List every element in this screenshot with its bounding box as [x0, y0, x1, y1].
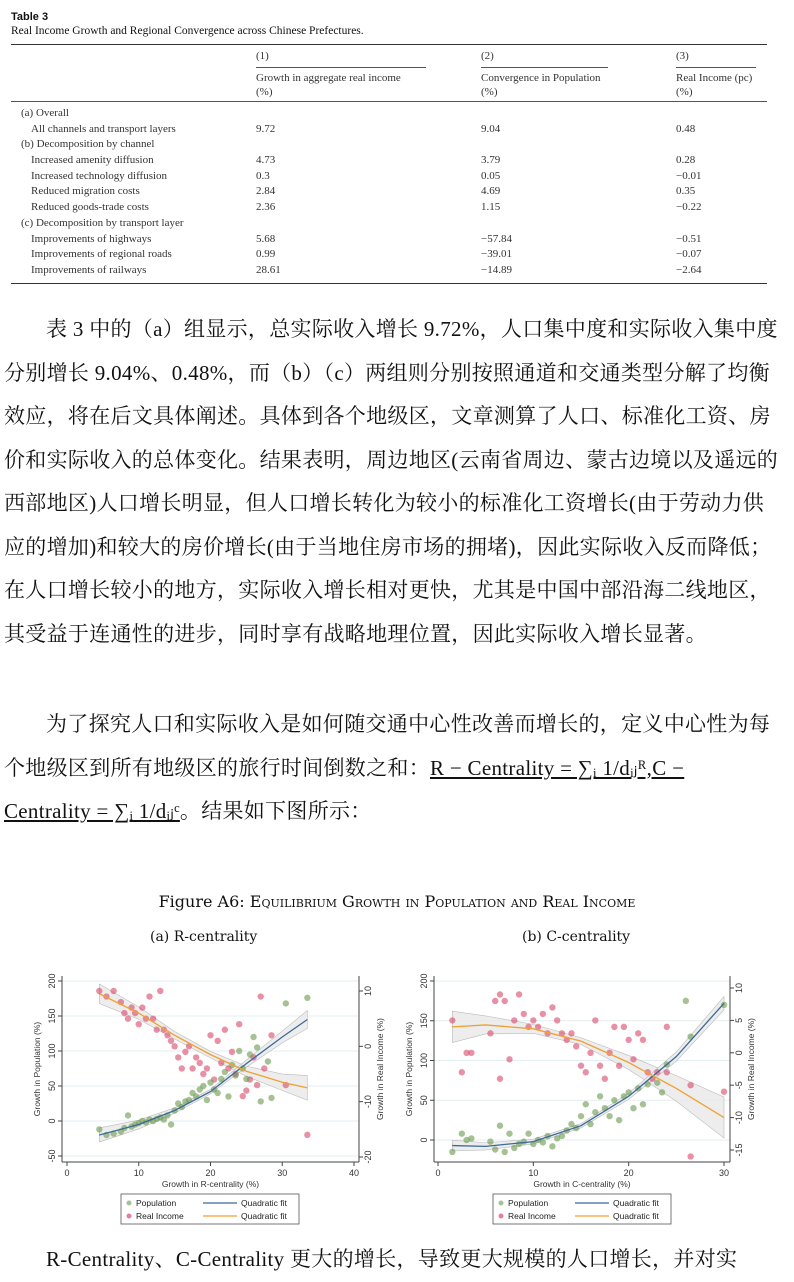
population-point — [506, 1130, 512, 1136]
population-point — [96, 1126, 102, 1132]
c-centrality-formula: Centrality = ∑ᵢ 1/dᵢⱼᶜ — [4, 799, 180, 823]
svg-text:-10: -10 — [363, 1095, 373, 1109]
real-income-point — [153, 1027, 159, 1033]
figure-title: Figure A6: Equilibrium Growth in Population and Real Income — [158, 892, 636, 911]
svg-text:Real Income: Real Income — [136, 1211, 184, 1221]
table-row: Improvements of railways 28.61 −14.89 −2.64 — [11, 263, 767, 279]
real-income-point — [687, 1082, 693, 1088]
real-income-point — [214, 1038, 220, 1044]
r-centrality-formula: R − Centrality = ∑ᵢ 1/dᵢⱼᴿ,C − — [430, 755, 685, 780]
population-point — [578, 1113, 584, 1119]
real-income-point — [516, 991, 522, 997]
population-point — [283, 1000, 289, 1006]
real-income-point — [222, 1027, 228, 1033]
real-income-point — [136, 1021, 142, 1027]
real-income-point — [139, 1004, 145, 1010]
population-point — [659, 1089, 665, 1095]
real-income-point — [157, 988, 163, 994]
svg-text:Real Income: Real Income — [508, 1211, 556, 1221]
population-point — [559, 1133, 565, 1139]
population-point — [247, 1051, 253, 1057]
svg-text:Quadratic fit: Quadratic fit — [241, 1198, 287, 1208]
real-income-point — [664, 1069, 670, 1075]
real-income-point — [583, 1069, 589, 1075]
table-group-row: (b) Decomposition by channel — [21, 138, 155, 151]
population-point — [200, 1083, 206, 1089]
table-cell: 0.3 — [256, 169, 270, 182]
svg-text:0: 0 — [435, 1168, 441, 1178]
real-income-point — [204, 1065, 210, 1071]
svg-text:150: 150 — [47, 1008, 57, 1024]
svg-text:200: 200 — [47, 973, 57, 989]
population-point — [449, 1149, 455, 1155]
population-point — [492, 1146, 498, 1152]
real-income-point — [597, 1063, 603, 1069]
real-income-point — [573, 1043, 579, 1049]
column-header-3: (3) Real Income (pc) (%) — [676, 49, 756, 99]
table-cell: 0.48 — [676, 122, 696, 135]
population-point — [525, 1130, 531, 1136]
table-cell: 4.73 — [256, 154, 276, 167]
svg-text:200: 200 — [419, 973, 429, 989]
table-caption: Real Income Growth and Regional Convergence across Chinese Prefectures. — [11, 25, 364, 37]
table-header — [11, 45, 767, 101]
table-cell: 1.15 — [481, 201, 501, 214]
table-cell: 0.99 — [256, 248, 276, 261]
population-point — [254, 1044, 260, 1050]
paragraph-table-summary: 表 3 中的（a）组显示，总实际收入增长 9.72%，人口集中度和实际收入集中度分别增长 9.04%、0.48%，而（b）（c）两组则分别按照通道和交通类型分解了均衡效应，将在后文具体阐述。具体到各个地级区，文章测算了人口、标准化工资、房价和实际收入的总体变化。结果表明，周边地区(云南省周边、蒙古边境以及遥远的西部地区)人口增长明显，但人口增长转化为较小的标准化工资增长(由于劳动力供应的增加)和较大的房价增长(由于当地住房市场的拥堵)，因此实际收入反而降低；在人口增长较小的地方，实际收入增长相对更快，尤其是中国中部沿海二线地区，其受益于连通性的进步，同时享有战略地理位置，因此实际收入增长显著。 — [4, 317, 779, 646]
real-income-point — [268, 1032, 274, 1038]
svg-text:5: 5 — [734, 1017, 744, 1023]
results-table — [11, 10, 767, 284]
column-header-2: (2) Convergence in Population (%) — [481, 49, 608, 99]
svg-text:0: 0 — [47, 1118, 57, 1124]
table-cell: 0.28 — [676, 154, 696, 167]
table-cell: 9.04 — [481, 122, 501, 135]
svg-text:50: 50 — [47, 1080, 57, 1092]
table-cell: −39.01 — [481, 248, 512, 261]
real-income-point — [611, 1024, 617, 1030]
real-income-point — [492, 998, 498, 1004]
table-cell: 2.36 — [256, 201, 276, 214]
table-row: Reduced goods-trade costs 2.36 1.15 −0.22 — [11, 200, 767, 216]
svg-text:100: 100 — [47, 1043, 57, 1059]
population-point — [258, 1098, 264, 1104]
population-point — [468, 1135, 474, 1141]
svg-text:0: 0 — [64, 1168, 70, 1178]
real-income-point — [578, 1063, 584, 1069]
y2-axis-label: Growth in Real Income (%) — [746, 1017, 756, 1121]
table-cell: −14.89 — [481, 263, 512, 276]
x-axis-label: Growth in C-centrality (%) — [533, 1179, 631, 1189]
population-point — [654, 1080, 660, 1086]
real-income-point — [568, 1030, 574, 1036]
chart-r-centrality — [0, 960, 400, 1230]
svg-text:20: 20 — [623, 1168, 634, 1178]
real-income-point — [625, 1037, 631, 1043]
svg-text:40: 40 — [348, 1168, 360, 1178]
real-income-point — [530, 1017, 536, 1023]
real-income-point — [164, 1032, 170, 1038]
table-row: Improvements of highways 5.68 −57.84 −0.51 — [11, 232, 767, 248]
svg-text:20: 20 — [205, 1168, 216, 1178]
population-point — [268, 1095, 274, 1101]
table-cell: 9.72 — [256, 122, 276, 135]
population-point — [502, 1149, 508, 1155]
real-income-point — [587, 1050, 593, 1056]
real-income-point — [721, 1088, 727, 1094]
population-point — [304, 995, 310, 1001]
table-group-row: (a) Overall — [21, 107, 69, 119]
real-income-point — [261, 1065, 267, 1071]
population-point — [497, 1122, 503, 1128]
svg-text:Population: Population — [508, 1198, 549, 1208]
real-income-point — [110, 988, 116, 994]
real-income-point — [229, 1049, 235, 1055]
real-income-point — [449, 1017, 455, 1023]
real-income-point — [125, 1015, 131, 1021]
paragraph-conclusion: R-Centrality、C-Centrality 更大的增长，导致更大规模的人口增长，并对实 — [46, 1247, 738, 1271]
population-point — [597, 1093, 603, 1099]
svg-text:30: 30 — [718, 1168, 730, 1178]
x-axis-label: Growth in R-centrality (%) — [161, 1179, 260, 1189]
table-cell: −2.64 — [676, 263, 702, 276]
real-income-point — [511, 1017, 517, 1023]
real-income-point — [179, 1065, 185, 1071]
real-income-point — [640, 1037, 646, 1043]
y-axis-label: Growth in Population (%) — [32, 1021, 42, 1117]
population-point — [549, 1143, 555, 1149]
population-point — [592, 1109, 598, 1115]
svg-text:0: 0 — [734, 1050, 744, 1056]
population-point — [616, 1117, 622, 1123]
table-group-row: (c) Decomposition by transport layer — [21, 216, 184, 229]
real-income-point — [592, 1017, 598, 1023]
real-income-point — [207, 1032, 213, 1038]
table-body — [11, 102, 767, 279]
svg-text:10: 10 — [528, 1168, 539, 1178]
table-cell: 0.35 — [676, 185, 696, 198]
chart-c-centrality — [395, 960, 794, 1230]
population-point — [459, 1130, 465, 1136]
svg-text:-15: -15 — [734, 1143, 744, 1157]
svg-text:10: 10 — [133, 1168, 144, 1178]
table-cell: 3.79 — [481, 154, 501, 167]
population-point — [640, 1101, 646, 1107]
real-income-point — [487, 1030, 493, 1036]
real-income-point — [497, 1076, 503, 1082]
real-income-point — [168, 1038, 174, 1044]
svg-text:30: 30 — [277, 1168, 288, 1178]
population-point — [630, 1105, 636, 1111]
real-income-point — [240, 1093, 246, 1099]
svg-text:50: 50 — [419, 1095, 429, 1106]
population-point — [214, 1090, 220, 1096]
real-income-point — [502, 998, 508, 1004]
real-income-point — [621, 1024, 627, 1030]
population-point — [222, 1069, 228, 1075]
real-income-point — [243, 1087, 249, 1093]
svg-text:0: 0 — [419, 1137, 429, 1143]
paragraph-centrality-definition: 为了探究人口和实际收入是如何随交通中心性改善而增长的，定义中心性为每个地级区到所有地级区的旅行时间倒数之和：R − Centrality = ∑ᵢ 1/dᵢⱼᴿ,C − Centrality = ∑ᵢ 1/dᵢⱼᶜ。结果如下图所示： — [4, 712, 771, 823]
svg-text:10: 10 — [363, 985, 373, 997]
real-income-point — [549, 1004, 555, 1010]
svg-text:Population: Population — [136, 1198, 177, 1208]
table-cell: −0.07 — [676, 248, 702, 261]
table-row: Improvements of regional roads 0.99 −39.01 −0.07 — [11, 247, 767, 263]
real-income-point — [664, 1024, 670, 1030]
table-cell: 28.61 — [256, 263, 281, 276]
real-income-point — [197, 1060, 203, 1066]
table-cell: 4.69 — [481, 185, 501, 198]
population-point — [487, 1138, 493, 1144]
real-income-point — [616, 1063, 622, 1069]
real-income-point — [254, 1082, 260, 1088]
real-income-point — [96, 988, 102, 994]
table-cell: −0.01 — [676, 169, 702, 182]
real-income-point — [687, 1153, 693, 1159]
table-row: Increased technology diffusion 0.3 0.05 −0.01 — [11, 169, 767, 185]
real-income-point — [182, 1049, 188, 1055]
population-point — [683, 998, 689, 1004]
table-bottom-rule — [11, 283, 767, 284]
table-cell: −57.84 — [481, 232, 512, 245]
real-income-point — [171, 1043, 177, 1049]
real-income-point — [459, 1069, 465, 1075]
real-income-point — [189, 1065, 195, 1071]
population-point — [243, 1076, 249, 1082]
table-cell: 2.84 — [256, 185, 276, 198]
real-income-point — [175, 1054, 181, 1060]
svg-text:100: 100 — [419, 1052, 429, 1069]
table-cell: 0.05 — [481, 169, 501, 182]
panel-a-title: (a) R-centrality — [150, 929, 258, 945]
table-label: Table 3 — [11, 11, 49, 23]
real-income-point — [521, 1011, 527, 1017]
population-point — [168, 1121, 174, 1127]
svg-text:Quadratic fit: Quadratic fit — [613, 1211, 659, 1221]
table-cell: −0.22 — [676, 201, 702, 214]
svg-text:10: 10 — [734, 982, 744, 994]
population-point — [207, 1079, 213, 1085]
panel-b-title: (b) C-centrality — [522, 929, 631, 945]
real-income-point — [497, 991, 503, 997]
population-point — [225, 1093, 231, 1099]
real-income-point — [540, 1011, 546, 1017]
svg-text:-10: -10 — [734, 1111, 744, 1125]
real-income-point — [146, 993, 152, 999]
real-income-point — [468, 1050, 474, 1056]
svg-text:-5: -5 — [734, 1081, 744, 1090]
table-row: Reduced migration costs 2.84 4.69 0.35 — [11, 184, 767, 200]
real-income-point — [630, 1056, 636, 1062]
real-income-point — [304, 1132, 310, 1138]
population-point — [236, 1048, 242, 1054]
y2-axis-label: Growth in Real Income (%) — [375, 1017, 385, 1121]
real-income-point — [121, 1010, 127, 1016]
real-income-point — [602, 1076, 608, 1082]
population-point — [250, 1034, 256, 1040]
table-cell: 5.68 — [256, 232, 276, 245]
population-point — [583, 1101, 589, 1107]
population-point — [265, 1058, 271, 1064]
svg-text:Quadratic fit: Quadratic fit — [613, 1198, 659, 1208]
population-point — [606, 1113, 612, 1119]
population-point — [611, 1097, 617, 1103]
population-point — [125, 1112, 131, 1118]
real-income-point — [200, 1071, 206, 1077]
table-row: Increased amenity diffusion 4.73 3.79 0.28 — [11, 153, 767, 169]
real-income-point — [506, 1056, 512, 1062]
real-income-point — [554, 1017, 560, 1023]
population-point — [521, 1138, 527, 1144]
svg-text:-50: -50 — [47, 1149, 57, 1163]
svg-text:150: 150 — [419, 1013, 429, 1029]
table-row: All channels and transport layers 9.72 9.04 0.48 — [11, 122, 767, 138]
real-income-point — [236, 1021, 242, 1027]
population-point — [204, 1097, 210, 1103]
svg-text:-20: -20 — [363, 1150, 373, 1164]
table-cell: −0.51 — [676, 232, 702, 245]
population-point — [540, 1139, 546, 1145]
real-income-point — [193, 1054, 199, 1060]
real-income-point — [258, 993, 264, 999]
svg-text:Quadratic fit: Quadratic fit — [241, 1211, 287, 1221]
real-income-point — [635, 1030, 641, 1036]
column-header-1: (1) Growth in aggregate real income (%) — [256, 49, 426, 99]
svg-text:0: 0 — [363, 1043, 373, 1049]
y-axis-label: Growth in Population (%) — [404, 1021, 414, 1117]
